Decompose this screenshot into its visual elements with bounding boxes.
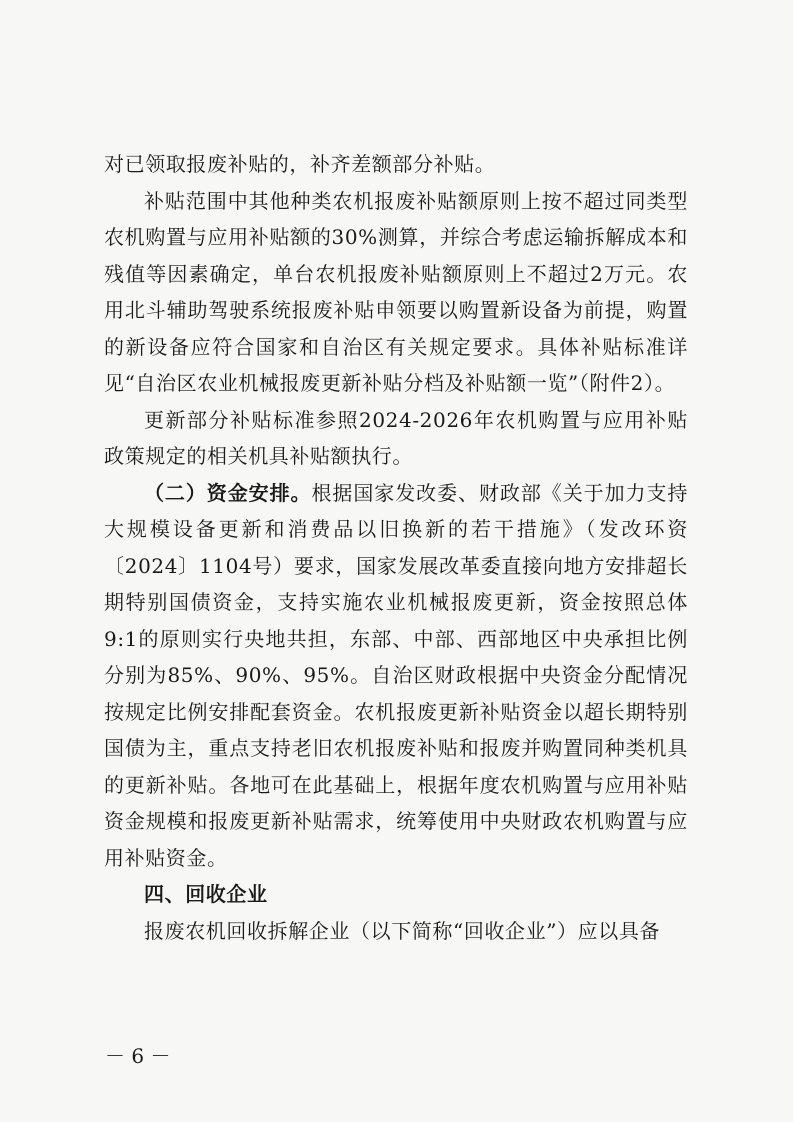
paragraph-5: 报废农机回收拆解企业（以下简称“回收企业”）应以具备	[144, 918, 661, 943]
funding-text: 根据国家发改委、财政部《关于加力支持大规模设备更新和消费品以旧换新的若干措施》（发改环资〔2024〕1104号）要求，国家发展改革委直接向地方安排超长期特别国债资金，支持实施农业机械报废更新，资金按照总体9:1的原则实行央地共担，东部、中部、西部地区中央承担比例分别为85%、90%、95%。自治区财政根据中央资金分配情况按规定比例安排配套资金。农机报废更新补贴资金以超长期特别国债为主，重点支持老旧农机报废补贴和报废并购置同种类机具的更新补贴。各地可在此基础上，根据年度农机购置与应用补贴资金规模和报废更新补贴需求，统筹使用中央财政农机购置与应用补贴资金。	[104, 480, 688, 870]
section-heading-recycling: 四、回收企业	[144, 882, 268, 906]
paragraph-4	[104, 475, 688, 877]
paragraph-1: 对已领取报废补贴的，补齐差额部分补贴。	[104, 152, 496, 176]
document-body	[104, 146, 688, 949]
funding-subheading: （二）资金安排。	[144, 480, 312, 505]
paragraph-3: 更新部分补贴标准参照2024-2026年农机购置与应用补贴政策规定的相关机具补贴额执行。	[104, 407, 688, 468]
page-number: － 6 －	[105, 1044, 171, 1068]
paragraph-2: 补贴范围中其他种类农机报废补贴额原则上按不超过同类型农机购置与应用补贴额的30%测算，并综合考虑运输拆解成本和残值等因素确定，单台农机报废补贴额原则上不超过2万元。农用北斗辅助驾驶系统报废补贴申领要以购置新设备为前提，购置的新设备应符合国家和自治区有关规定要求。具体补贴标准详见“自治区农业机械报废更新补贴分档及补贴额一览”（附件2）。	[104, 188, 688, 395]
